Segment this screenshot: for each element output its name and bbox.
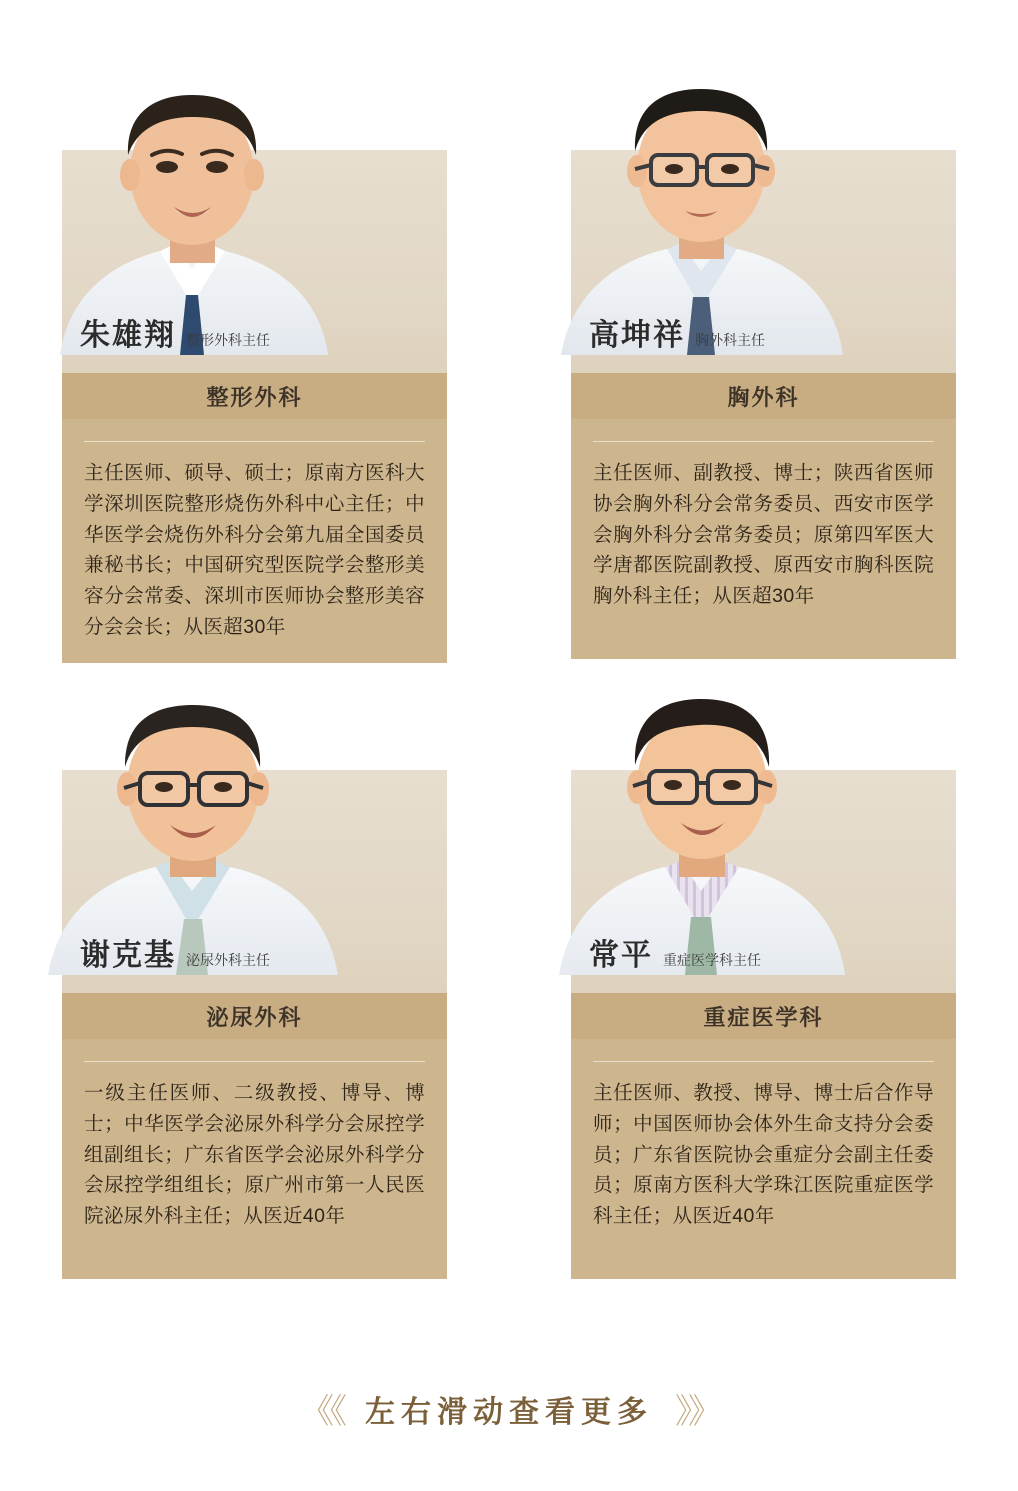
doctor-bio-box (62, 419, 447, 663)
chevron-right-icon: 》》 (675, 1392, 718, 1432)
doctor-bio: 主任医师、副教授、博士；陕西省医师协会胸外科分会常务委员、西安市医学会胸外科分会常务委员；原第四军医大学唐都医院副教授、原西安市胸科医院胸外科主任；从医超30年 (593, 462, 934, 608)
bio-divider (593, 1061, 934, 1062)
doctor-role: 胸外科主任 (695, 332, 765, 348)
doctor-role: 重症医学科主任 (663, 952, 761, 968)
doctor-card[interactable] (509, 55, 1018, 675)
department-bar (62, 993, 447, 1039)
doctor-name-row (62, 930, 447, 990)
swipe-hint-footer[interactable] (0, 1384, 1018, 1433)
department-name: 胸外科 (727, 384, 800, 410)
doctor-name: 谢克基 (80, 939, 176, 972)
doctor-bio-box (62, 1039, 447, 1279)
swipe-hint-label: 左右滑动查看更多 (365, 1395, 653, 1429)
department-bar (571, 373, 956, 419)
doctor-name-row (571, 930, 956, 990)
doctor-card[interactable] (0, 675, 509, 1295)
bio-divider (84, 1061, 425, 1062)
doctor-name-row (62, 310, 447, 370)
doctor-name: 高坤祥 (589, 319, 685, 352)
doctor-bio-box (571, 419, 956, 659)
doctor-role: 整形外科主任 (186, 332, 270, 348)
doctor-name-row (571, 310, 956, 370)
doctor-bio: 主任医师、硕导、硕士；原南方医科大学深圳医院整形烧伤外科中心主任；中华医学会烧伤外科分会第九届全国委员兼秘书长；中国研究型医院学会整形美容分会常委、深圳市医师协会整形美容分会会长；从医超30年 (84, 462, 425, 638)
doctor-bio: 一级主任医师、二级教授、博导、博士；中华医学会泌尿外科学分会尿控学组副组长；广东省医学会泌尿外科学分会尿控学组组长；原广州市第一人民医院泌尿外科主任；从医近40年 (84, 1082, 425, 1228)
doctor-card-grid (0, 55, 1018, 1295)
department-name: 重症医学科 (703, 1004, 824, 1030)
doctor-bio: 主任医师、教授、博导、博士后合作导师；中国医师协会体外生命支持分会委员；广东省医院协会重症分会副主任委员；原南方医科大学珠江医院重症医学科主任；从医近40年 (593, 1082, 934, 1228)
department-bar (571, 993, 956, 1039)
doctor-card[interactable] (0, 55, 509, 675)
doctor-name: 朱雄翔 (80, 319, 176, 352)
department-bar (62, 373, 447, 419)
doctor-role: 泌尿外科主任 (186, 952, 270, 968)
bio-divider (593, 441, 934, 442)
department-name: 泌尿外科 (206, 1004, 303, 1030)
chevron-left-icon: 《《 (300, 1392, 343, 1432)
doctor-bio-box (571, 1039, 956, 1279)
bio-divider (84, 441, 425, 442)
doctor-name: 常平 (589, 939, 653, 972)
doctor-card[interactable] (509, 675, 1018, 1295)
department-name: 整形外科 (206, 384, 303, 410)
